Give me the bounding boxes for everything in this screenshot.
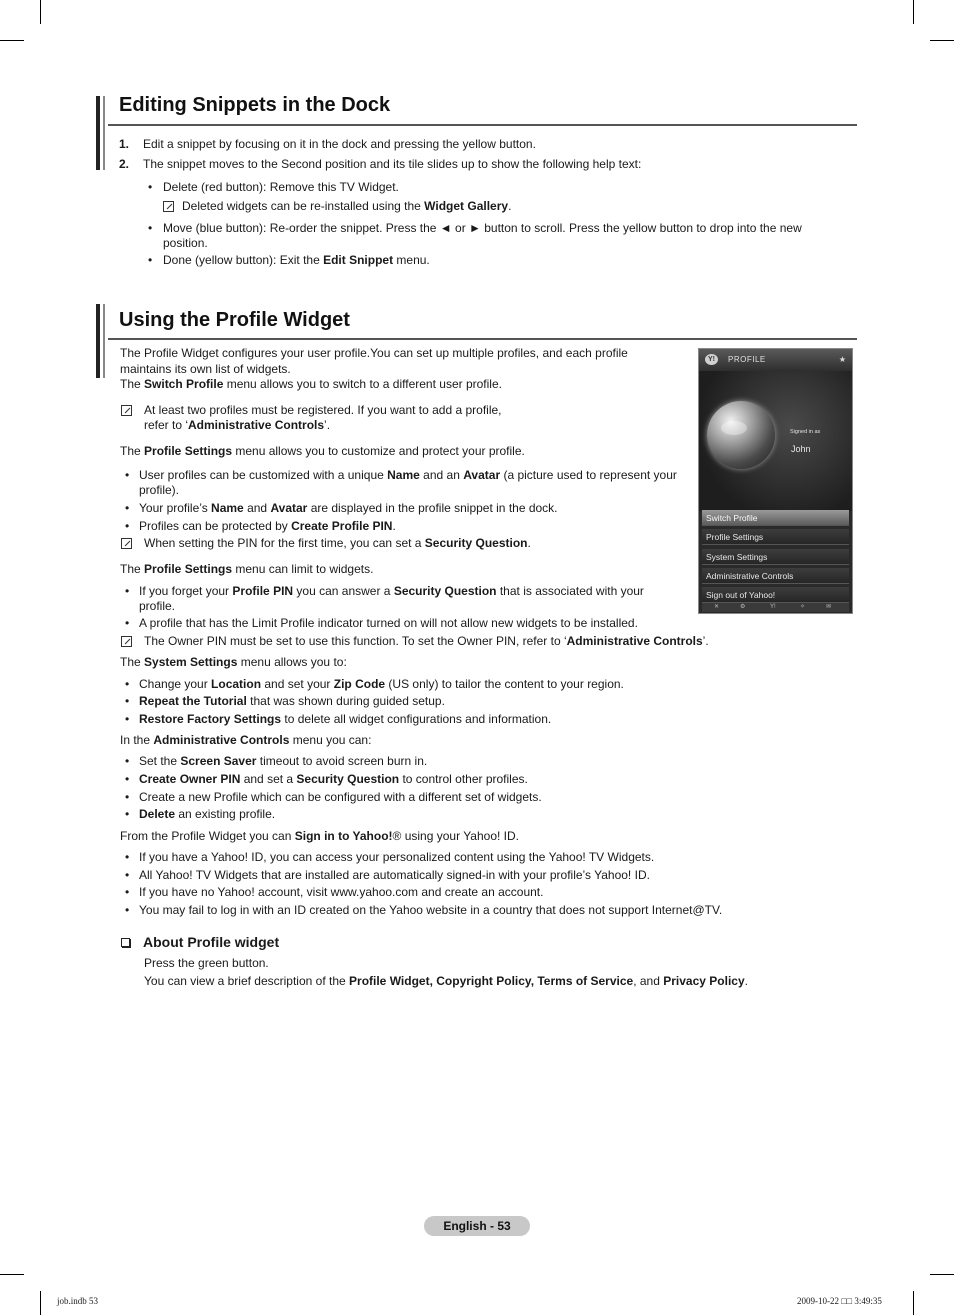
crop-mark	[0, 40, 24, 41]
admin-controls-text: In the Administrative Controls menu you can:	[120, 733, 372, 747]
bullet-dot: •	[125, 584, 130, 598]
section-bar	[103, 304, 105, 378]
bullet-user-profiles-cont: profile).	[139, 483, 180, 497]
sparkle-icon: ✧	[800, 604, 806, 610]
bullet-dot: •	[125, 772, 130, 786]
bullet-dot: •	[125, 501, 130, 515]
switch-profile-text: The Switch Profile menu allows you to switch to a different user profile.	[120, 377, 502, 391]
intro-text: maintains its own list of widgets.	[120, 362, 291, 376]
yahoo-icon: Y!	[770, 604, 776, 610]
bullet-delete: Delete (red button): Remove this TV Widget.	[163, 180, 399, 194]
note-security-question: When setting the PIN for the first time, you can set a Security Question.	[144, 536, 531, 550]
bullet-yahoo-account: If you have no Yahoo! account, visit www.yahoo.com and create an account.	[139, 885, 544, 899]
step-text: The snippet moves to the Second position and its tile slides up to show the following help text:	[143, 157, 642, 171]
crop-mark	[0, 1274, 24, 1275]
intro-text: The Profile Widget configures your user profile.You can set up multiple profiles, and each profile	[120, 346, 628, 360]
about-description: You can view a brief description of the Profile Widget, Copyright Policy, Terms of Service, and Privacy Policy.	[144, 974, 748, 988]
profile-settings-text: The Profile Settings menu allows you to customize and protect your profile.	[120, 444, 525, 458]
bullet-create-pin: Profiles can be protected by Create Profile PIN.	[139, 519, 396, 533]
yahoo-logo-icon: Y!	[705, 354, 718, 365]
yahoo-sign-in-text: From the Profile Widget you can Sign in to Yahoo!® using your Yahoo! ID.	[120, 829, 519, 843]
note-icon	[121, 538, 132, 549]
bullet-dot: •	[148, 180, 153, 194]
user-name: John	[791, 444, 811, 454]
bullet-dot: •	[125, 868, 130, 882]
footer-timestamp: 2009-10-22 □□ 3:49:35	[797, 1296, 882, 1306]
tv-title-bar	[699, 349, 852, 371]
about-press-green: Press the green button.	[144, 956, 269, 970]
tv-footer-bar	[702, 603, 849, 612]
tv-menu-profile-settings: Profile Settings	[702, 529, 849, 545]
note-two-profiles: At least two profiles must be registered. If you want to add a profile,	[144, 403, 502, 417]
tv-menu-admin-controls: Administrative Controls	[702, 568, 849, 584]
bullet-dot: •	[125, 712, 130, 726]
profile-settings-limit-text: The Profile Settings menu can limit to widgets.	[120, 562, 374, 576]
system-settings-text: The System Settings menu allows you to:	[120, 655, 347, 669]
section-bar	[96, 96, 100, 170]
bullet-forget-pin-cont: profile.	[139, 599, 176, 613]
bullet-dot: •	[125, 754, 130, 768]
note-icon	[163, 201, 174, 212]
tv-title: PROFILE	[728, 355, 766, 364]
step-number: 2.	[119, 157, 130, 171]
gear-icon: ⚙	[740, 604, 746, 610]
bullet-dot: •	[125, 807, 130, 821]
globe-avatar-icon	[707, 401, 775, 469]
note-two-profiles-cont: refer to ‘Administrative Controls’.	[144, 418, 331, 432]
crop-mark	[913, 1291, 914, 1315]
bullet-dot: •	[125, 468, 130, 482]
mail-icon: ✉	[826, 604, 832, 610]
crop-mark	[930, 40, 954, 41]
tv-menu-switch-profile: Switch Profile	[702, 510, 849, 526]
tv-profile-area	[699, 371, 852, 511]
bullet-user-profiles: User profiles can be customized with a unique Name and an Avatar (a picture used to represent your	[139, 468, 677, 482]
bullet-screen-saver: Set the Screen Saver timeout to avoid screen burn in.	[139, 754, 428, 768]
checkbox-bullet-icon	[121, 938, 130, 947]
bullet-dot: •	[125, 616, 130, 630]
bullet-dot: •	[125, 850, 130, 864]
bullet-name-avatar: Your profile’s Name and Avatar are displayed in the profile snippet in the dock.	[139, 501, 558, 515]
crop-mark	[40, 1291, 41, 1315]
bullet-dot: •	[125, 519, 130, 533]
bullet-new-profile: Create a new Profile which can be configured with a different set of widgets.	[139, 790, 542, 804]
bullet-location: Change your Location and set your Zip Code (US only) to tailor the content to your region.	[139, 677, 624, 691]
bullet-delete-profile: Delete an existing profile.	[139, 807, 276, 821]
section-rule	[108, 338, 857, 340]
bullet-dot: •	[125, 903, 130, 917]
bullet-restore: Restore Factory Settings to delete all widget configurations and information.	[139, 712, 552, 726]
bullet-yahoo-fail: You may fail to log in with an ID created on the Yahoo website in a country that does not support Internet@TV.	[139, 903, 723, 917]
profile-widget-screenshot	[698, 348, 853, 614]
bullet-done: Done (yellow button): Exit the Edit Snippet menu.	[163, 253, 430, 267]
tv-menu-system-settings: System Settings	[702, 549, 849, 565]
section-bar	[103, 96, 105, 170]
about-profile-widget-heading: About Profile widget	[143, 934, 280, 950]
page-number-label: English - 53	[424, 1216, 530, 1236]
crop-mark	[40, 0, 41, 24]
section-title-profile-widget: Using the Profile Widget	[119, 309, 350, 331]
section-title-editing-snippets: Editing Snippets in the Dock	[119, 94, 391, 116]
note-icon	[121, 636, 132, 647]
bullet-dot: •	[125, 885, 130, 899]
bullet-yahoo-widgets: All Yahoo! TV Widgets that are installed are automatically signed-in with your profile’s Yahoo! ID.	[139, 868, 650, 882]
step-number: 1.	[119, 137, 130, 151]
close-icon: ✕	[714, 604, 720, 610]
footer-file-info: job.indb 53	[57, 1296, 99, 1306]
bullet-limit-profile: A profile that has the Limit Profile indicator turned on will not allow new widgets to be installed.	[139, 616, 638, 630]
bullet-owner-pin: Create Owner PIN and set a Security Question to control other profiles.	[139, 772, 528, 786]
bullet-move: Move (blue button): Re-order the snippet. Press the ◄ or ► button to scroll. Press the yellow button to drop into the new	[163, 221, 802, 235]
signed-in-label: Signed in as	[790, 429, 821, 435]
section-bar	[96, 304, 100, 378]
crop-mark	[913, 0, 914, 24]
bullet-forget-pin: If you forget your Profile PIN you can answer a Security Question that is associated with your	[139, 584, 644, 598]
bullet-move-cont: position.	[163, 236, 208, 250]
note-owner-pin: The Owner PIN must be set to use this function. To set the Owner PIN, refer to ‘Administrative Controls’.	[144, 634, 709, 648]
bullet-dot: •	[125, 694, 130, 708]
note-widget-gallery: Deleted widgets can be re-installed using the Widget Gallery.	[182, 199, 512, 213]
tv-menu-sign-out: Sign out of Yahoo!	[702, 587, 849, 603]
section-rule	[108, 124, 857, 126]
bullet-dot: •	[125, 677, 130, 691]
bullet-yahoo-id: If you have a Yahoo! ID, you can access your personalized content using the Yahoo! TV Widgets.	[139, 850, 655, 864]
bullet-dot: •	[148, 253, 153, 267]
step-text: Edit a snippet by focusing on it in the dock and pressing the yellow button.	[143, 137, 536, 151]
bullet-tutorial: Repeat the Tutorial that was shown during guided setup.	[139, 694, 445, 708]
bullet-dot: •	[125, 790, 130, 804]
note-icon	[121, 405, 132, 416]
crop-mark	[930, 1274, 954, 1275]
bullet-dot: •	[148, 221, 153, 235]
star-icon: ★	[838, 355, 846, 364]
